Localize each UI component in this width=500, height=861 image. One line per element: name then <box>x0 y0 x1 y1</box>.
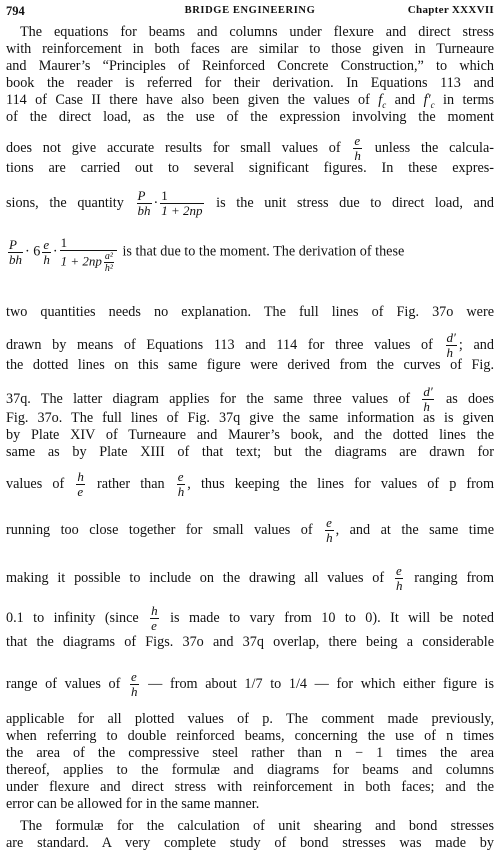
text-line: two quantities needs no explanation. The full lines of Fig. 37o were <box>6 304 494 320</box>
fraction-dprime-over-h <box>446 331 457 360</box>
text-line: when referring to double reinforced beams, concerning the use of n times <box>6 728 494 744</box>
text-line <box>6 134 494 163</box>
fraction-P-over-bh <box>137 189 152 218</box>
math-subscript: c <box>430 99 435 110</box>
running-header <box>6 4 494 20</box>
text-line: The equations for beams and columns under flexure and direct stress <box>20 24 494 40</box>
text-run: making it possible to include on the drawing all values of <box>6 569 385 586</box>
fraction-P-over-bh <box>8 238 23 267</box>
running-title: BRIDGE ENGINEERING <box>184 5 316 16</box>
text-run: in terms <box>434 92 494 108</box>
denominator <box>60 251 117 274</box>
numerator: a² <box>104 251 113 262</box>
numerator: h <box>77 469 84 484</box>
fraction-e-over-h <box>42 238 51 267</box>
text-line: under flexure and direct stress with reinforcement in both faces; and the <box>6 779 494 795</box>
math-subscript: c <box>382 99 387 110</box>
numerator: e <box>43 236 50 252</box>
text-line: tions are carried out to several significant figures. In these expres- <box>6 160 494 176</box>
denominator: h <box>423 399 430 414</box>
text-line: with reinforcement in both faces are similar to those given in Turneaure <box>6 41 494 57</box>
text-run: and <box>386 92 424 108</box>
fraction-h-over-e <box>150 604 159 633</box>
numerator: e <box>131 669 137 684</box>
text-run: values of <box>6 475 65 492</box>
text-run: running too close together for small values of <box>6 521 313 538</box>
numerator: P <box>8 238 23 253</box>
denominator: h <box>131 684 138 699</box>
denominator: h <box>446 345 454 360</box>
numerator: e <box>177 469 184 484</box>
text-run: range of values of <box>6 675 121 692</box>
numerator: h <box>151 603 158 618</box>
denominator: h <box>395 578 403 593</box>
page-number: 794 <box>6 4 25 18</box>
text-line <box>6 236 494 274</box>
math-fpc <box>424 92 435 108</box>
text-line: thereof, applies to the formulæ and diagrams for beams and columns <box>6 762 494 778</box>
text-run: , and at the same time <box>335 521 494 538</box>
text-line <box>6 670 494 699</box>
math-symbol: f <box>378 92 383 108</box>
text-line: the dotted lines on this same figure were derived from the curves of Fig. <box>6 357 494 373</box>
denominator: e <box>151 618 157 633</box>
text-run: ; and <box>458 336 494 353</box>
fraction-a2-over-h2 <box>104 251 114 274</box>
fraction-e-over-h <box>395 564 404 593</box>
text-line: applicable for all plotted values of p. The comment made previously, <box>6 711 494 727</box>
text-run: ranging from <box>414 569 495 586</box>
text-line: book the reader is referred for their derivation. In Equations 113 and <box>6 75 494 91</box>
text-line: by Plate XIV of Turneaure and Maurer’s book, and the dotted lines the <box>6 427 494 443</box>
text-line <box>6 92 494 108</box>
fraction-e-over-h <box>130 670 139 699</box>
numerator: e <box>354 133 361 148</box>
numerator: e <box>395 563 402 578</box>
math-dot: · <box>52 243 58 260</box>
math-symbol: f′ <box>423 92 431 108</box>
text-line <box>6 470 494 499</box>
fraction-e-over-h <box>353 134 362 163</box>
denominator: h <box>326 530 333 545</box>
fraction-e-over-h <box>325 516 334 545</box>
numerator: 1 <box>60 236 117 251</box>
text-line <box>6 564 494 593</box>
text-run: — from about 1/7 to 1/4 — for which either figure is <box>148 675 494 692</box>
text-run: 114 of Case II there have also been given the values of <box>6 92 379 108</box>
text-line: Fig. 37o. The full lines of Fig. 37q give the same information as is given <box>6 410 494 426</box>
denominator: 1 + 2np <box>161 203 203 218</box>
text-line: that the diagrams of Figs. 37o and 37q overlap, there being a considerable <box>6 634 494 650</box>
denominator: bh <box>9 251 22 267</box>
numerator: 1 <box>160 189 203 204</box>
fraction-moment-term <box>60 236 117 274</box>
denominator: h <box>177 484 185 499</box>
numerator: P <box>137 189 152 204</box>
text-run: is that due to the moment. The derivation of these <box>122 243 405 260</box>
denominator: e <box>77 484 84 499</box>
text-run: , thus keeping the lines for values of p from <box>187 475 494 492</box>
text-run: does not give accurate results for small values of <box>6 139 341 156</box>
text-line <box>6 516 494 545</box>
text-line: The formulæ for the calculation of unit shearing and bond stresses <box>20 818 494 834</box>
text-line: are standard. A very complete study of bond stresses was made by <box>6 835 494 851</box>
text-run: rather than <box>96 475 165 492</box>
text-line: of the direct load, as the use of the expression involving the moment <box>6 109 494 125</box>
fraction-e-over-h <box>177 470 186 499</box>
chapter-label: Chapter XXXVII <box>407 4 494 16</box>
text-line: the area of the compressive steel rather than n − 1 times the area <box>6 745 494 761</box>
text-line <box>6 604 494 633</box>
text-line: and Maurer’s “Principles of Reinforced Concrete Construction,” to which <box>6 58 494 74</box>
math-six: · 6 <box>25 243 41 260</box>
fraction-h-over-e <box>76 470 85 499</box>
denominator: h <box>354 148 361 163</box>
denominator: h² <box>104 263 113 274</box>
text-line <box>6 189 494 218</box>
text-run: sions, the quantity <box>6 194 124 211</box>
numerator: d′ <box>446 330 456 345</box>
text-run: 37q. The latter diagram applies for the same three values of <box>6 390 411 407</box>
text-run: 0.1 to infinity (since <box>6 609 139 626</box>
text-run: is made to vary from 10 to 0). It will be noted <box>170 609 495 626</box>
text-run: is the unit stress due to direct load, and <box>216 194 495 211</box>
denominator-prefix: 1 + 2np <box>60 253 102 269</box>
denominator: bh <box>137 203 151 218</box>
text-line: same as by Plate XIII of that text; but the diagrams are drawn for <box>6 444 494 460</box>
text-line: error can be allowed for in the same manner. <box>6 796 260 812</box>
math-dot: · <box>153 194 159 211</box>
text-run: unless the calcula- <box>374 139 495 156</box>
denominator: h <box>43 251 50 267</box>
fraction-1-over-1-plus-2np <box>160 189 203 218</box>
text-run: drawn by means of Equations 113 and 114 for three values of <box>6 336 433 353</box>
numerator: d′ <box>423 384 433 399</box>
text-line <box>6 331 494 360</box>
text-run: as does <box>445 390 495 407</box>
numerator: e <box>326 515 332 530</box>
